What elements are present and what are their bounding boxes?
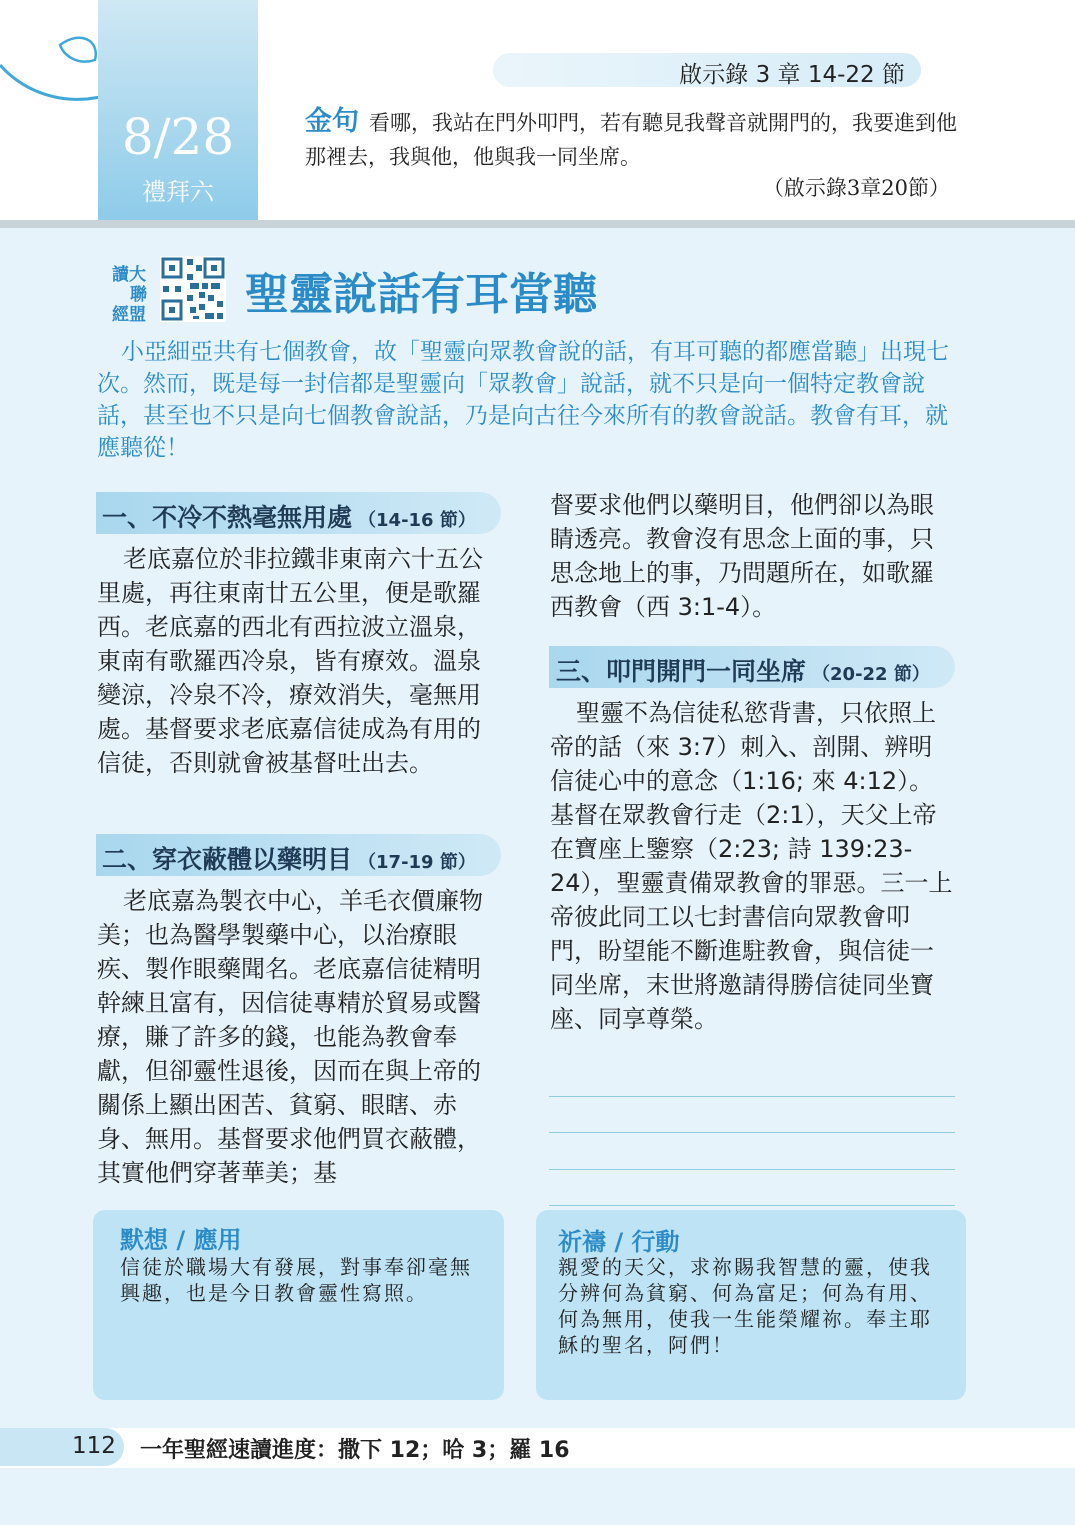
note-line: [549, 1132, 955, 1133]
page-number: 112: [72, 1433, 116, 1459]
page-title: 聖靈說話有耳當聽: [245, 269, 597, 320]
prayer-heading: 祈禱 / 行動: [558, 1228, 680, 1256]
section-1-title-text: 一、不冷不熱毫無用處: [102, 503, 353, 532]
section-3-verses: （20-22 節）: [812, 664, 930, 685]
section-2-verses: （17-19 節）: [358, 852, 476, 873]
note-line: [549, 1205, 955, 1206]
golden-verse-label: 金句: [305, 106, 359, 137]
prayer-text: 親愛的天父，求祢賜我智慧的靈，使我分辨何為貧窮、何為富足；何為有用、何為無用，使我一生能榮耀祢。奉主耶穌的聖名，阿們！: [558, 1255, 932, 1357]
qr-label-3: 經盟: [112, 305, 146, 325]
section-1-title: [102, 498, 476, 534]
meditation-text: 信徒於職場大有發展，對事奉卻毫無興趣，也是今日教會靈性寫照。: [120, 1255, 472, 1305]
section-2-body: [97, 884, 501, 1190]
scripture-ref: 啟示錄 3 章 14-22 節: [679, 62, 905, 88]
divider: [0, 220, 1075, 228]
qr-code-icon[interactable]: [160, 256, 226, 322]
golden-verse-text: 看哪，我站在門外叩門，若有聽見我聲音就開門的，我要進到他那裡去，我與他，他與我一同坐席。: [305, 111, 957, 169]
section-3-title-text: 三、叩門開門一同坐席: [556, 657, 807, 686]
section-2-continued-text: 督要求他們以藥明目，他們卻以為眼睛透亮。教會沒有思念上面的事，只思念地上的事，乃問題所在，如歌羅西教會（西 3:1-4）。: [550, 491, 934, 621]
reading-progress: 一年聖經速讀進度：撒下 12；哈 3；羅 16: [140, 1438, 570, 1463]
note-line: [549, 1096, 955, 1097]
section-3-text: 聖靈不為信徒私慾背書，只依照上帝的話（來 3:7）刺入、剖開、辨明信徒心中的意念（1:16; 來 4:12）。基督在眾教會行走（2:1），天父上帝在寶座上鑒察（2:23; 詩 139:23-24），聖靈責備眾教會的罪惡。三一上帝彼此同工以七封書信向眾教會叩門，盼望能不斷進駐教會，與信徒一同坐席，末世將邀請得勝信徒同坐寶座、同享尊榮。: [550, 699, 953, 1033]
section-3-title: [556, 652, 930, 688]
meditation-heading: 默想 / 應用: [120, 1226, 242, 1254]
golden-verse-ref: （啟示錄3章20節）: [762, 176, 950, 200]
section-1-body: [97, 542, 501, 780]
section-1-text: 老底嘉位於非拉鐵非東南六十五公里處，再往東南廿五公里，便是歌羅西。老底嘉的西北有西拉波立溫泉，東南有歌羅西冷泉，皆有療效。溫泉變涼，冷泉不冷，療效消失，毫無用處。基督要求老底嘉信徒成為有用的信徒，否則就會被基督吐出去。: [97, 545, 483, 777]
section-2-title: [102, 840, 476, 876]
section-1-verses: （14-16 節）: [358, 510, 476, 531]
date: 8/28: [121, 108, 235, 166]
qr-label-1: 讀大: [112, 265, 146, 285]
note-line: [549, 1169, 955, 1170]
section-3-body: [550, 696, 956, 1036]
section-2-continued: [550, 488, 956, 624]
intro-paragraph: 小亞細亞共有七個教會，故「聖靈向眾教會說的話，有耳可聽的都應當聽」出現七次。然而，既是每一封信都是聖靈向「眾教會」說話，就不只是向一個特定教會說話，甚至也不只是向七個教會說話，乃是向古往今來所有的教會說話。教會有耳，就應聽從！: [97, 339, 949, 461]
golden-verse: [305, 105, 965, 174]
section-2-text: 老底嘉為製衣中心，羊毛衣價廉物美；也為醫學製藥中心，以治療眼疾、製作眼藥聞名。老底嘉信徒精明幹練且富有，因信徒專精於貿易或醫療，賺了許多的錢，也能為教會奉獻，但卻靈性退後，因而在與上帝的關係上顯出困苦、貧窮、眼瞎、赤身、無用。基督要求他們買衣蔽體，其實他們穿著華美；基: [97, 887, 483, 1187]
weekday: 禮拜六: [142, 178, 214, 206]
section-2-title-text: 二、穿衣蔽體以藥明目: [102, 845, 353, 874]
qr-label-2: 聯: [130, 285, 147, 305]
